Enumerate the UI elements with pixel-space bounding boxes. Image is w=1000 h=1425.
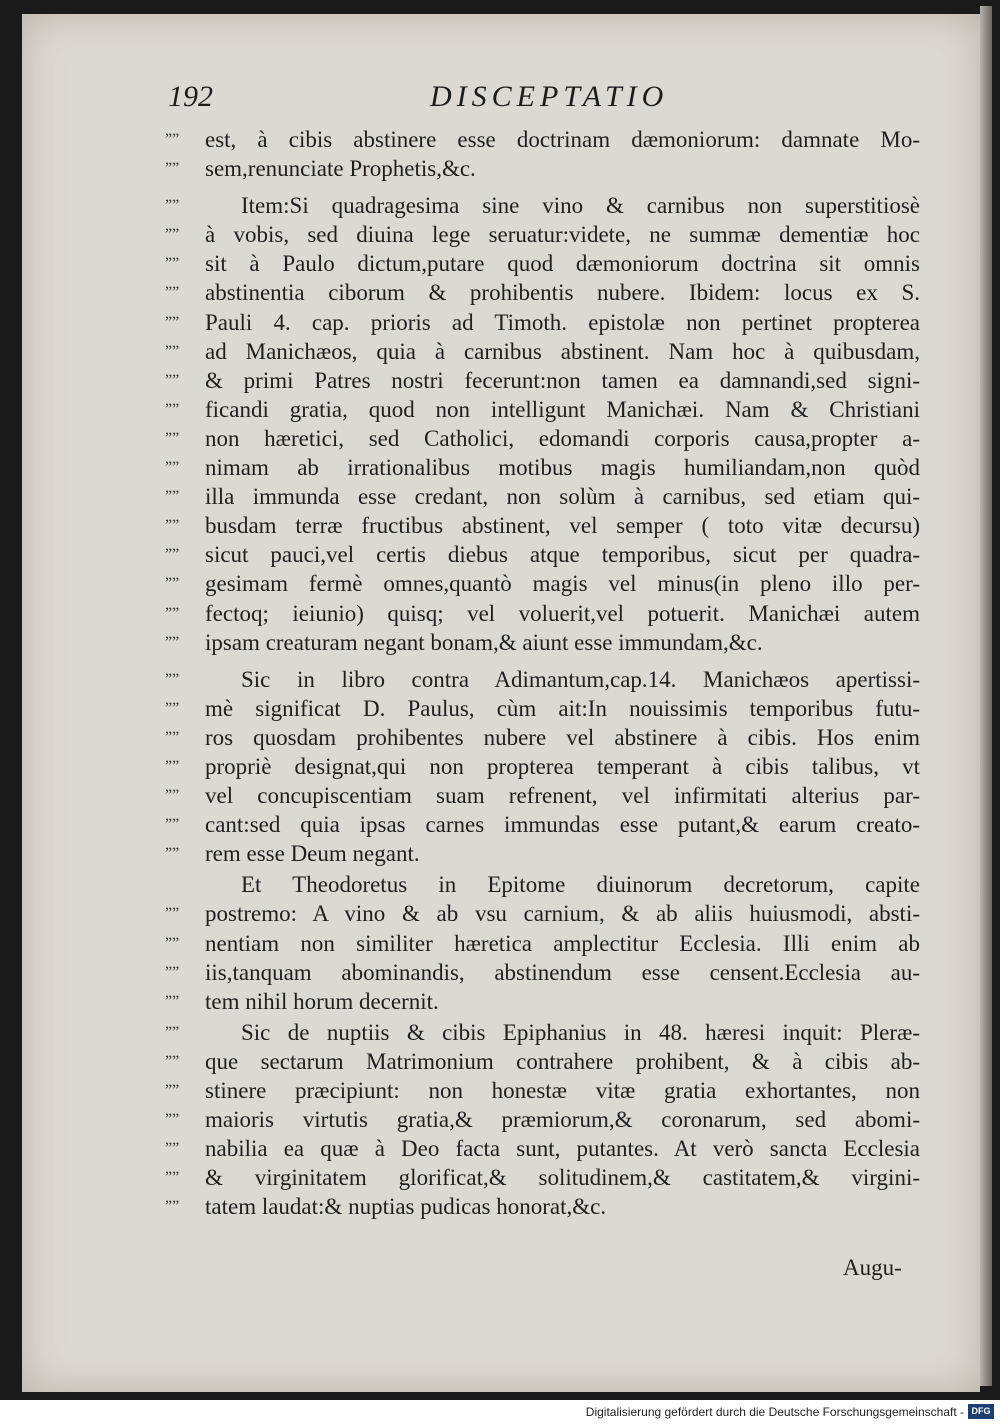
text-line [165, 628, 925, 657]
catchword: Augu- [843, 1255, 902, 1280]
line-text: fectoq; ieiunio) quisq; vel voluerit,vel potuerit. Manichæi autem [205, 600, 920, 626]
quotation-mark: ”” [165, 728, 180, 746]
line-text: ipsam creaturam negant bonam,& aiunt esse immundam,&c. [205, 629, 763, 655]
text-line [165, 599, 925, 628]
text-line [165, 337, 925, 366]
text-line [165, 810, 925, 839]
text-line [165, 870, 925, 899]
quotation-mark: ”” [165, 400, 180, 418]
dfg-logo-icon: DFG [968, 1404, 994, 1419]
quotation-mark: ”” [165, 1111, 180, 1129]
text-line [165, 511, 925, 540]
line-text: tem nihil horum decernit. [205, 988, 439, 1014]
line-text: nabilia ea quæ à Deo facta sunt, putantes. At verò sancta Ecclesia [205, 1136, 920, 1162]
text-line [165, 482, 925, 511]
line-text: sicut pauci,vel certis diebus atque temporibus, sicut per quadra- [205, 542, 920, 568]
quotation-mark: ”” [165, 342, 180, 360]
line-text: & primi Patres nostri fecerunt:non tamen ea damnandi,sed signi- [205, 367, 920, 393]
line-text: cant:sed quia ipsas carnes immundas esse putant,& earum creato- [205, 812, 920, 838]
line-text: & virginitatem glorificat,& solitudinem,& castitatem,& virgini- [205, 1165, 920, 1191]
text-line [165, 1192, 925, 1221]
quotation-mark: ”” [165, 255, 180, 273]
quotation-mark: ”” [165, 816, 180, 834]
line-text: maioris virtutis gratia,& præmiorum,& coronarum, sed abomi- [205, 1107, 920, 1133]
line-text: abstinentia ciborum & prohibentis nubere. Ibidem: locus ex S. [205, 280, 920, 306]
line-text: postremo: A vino & ab vsu carnium, & ab aliis huiusmodi, absti- [205, 901, 920, 927]
line-text: sem,renunciate Prophetis,&c. [205, 156, 476, 182]
quotation-mark: ”” [165, 546, 180, 564]
text-line [165, 694, 925, 723]
quotation-mark: ”” [165, 1140, 180, 1158]
page-edge [980, 6, 992, 1386]
text-line [165, 395, 925, 424]
line-text: stinere præcipiunt: non honestæ vitæ gratia exhortantes, non [205, 1078, 920, 1103]
text-line [165, 220, 925, 249]
line-text: Sic de nuptiis & cibis Epiphanius in 48. hæresi inquit: Pleræ- [241, 1019, 920, 1045]
body-text [165, 125, 925, 1221]
quotation-mark: ”” [165, 845, 180, 863]
text-line [165, 752, 925, 781]
text-line [165, 987, 925, 1016]
quotation-mark: ”” [165, 575, 180, 593]
quotation-mark: ”” [165, 757, 180, 775]
line-text: Pauli 4. cap. prioris ad Timoth. epistolæ non pertinet propterea [205, 309, 920, 335]
text-line [165, 366, 925, 395]
line-text: tatem laudat:& nuptias pudicas honorat,&c. [205, 1194, 607, 1220]
quotation-mark: ”” [165, 313, 180, 331]
quotation-mark: ”” [165, 1052, 180, 1070]
text-line [165, 1018, 925, 1047]
line-text: à vobis, sed diuina lege seruatur:videte, ne summæ dementiæ hoc [205, 222, 920, 248]
text-line [165, 1105, 925, 1134]
line-text: propriè designat,qui non propterea temperant à cibis talibus, vt [205, 753, 920, 779]
text-line [165, 899, 925, 928]
quotation-mark: ”” [165, 459, 180, 477]
line-text: nentiam non similiter hæretica amplectitur Ecclesia. Illi enim ab [205, 930, 920, 956]
quotation-mark: ”” [165, 517, 180, 535]
quotation-mark: ”” [165, 992, 180, 1010]
running-head: DISCEPTATIO [430, 80, 669, 113]
text-line [165, 1163, 925, 1192]
quotation-mark: ”” [165, 1023, 180, 1041]
line-text: sit à Paulo dictum,putare quod dæmoniorum doctrina sit omnis [205, 251, 920, 277]
line-text: que sectarum Matrimonium contrahere prohibent, & à cibis ab- [205, 1048, 920, 1074]
quotation-mark: ”” [165, 131, 180, 148]
line-text: mè significat D. Paulus, cùm ait:In nouissimis temporibus futu- [205, 695, 920, 721]
line-text: vel concupiscentiam suam refrenent, vel infirmitati alterius par- [205, 783, 920, 809]
text-line [165, 1134, 925, 1163]
line-text: nimam ab irrationalibus motibus magis humiliandam,non quòd [205, 455, 920, 481]
line-text: illa immunda esse credant, non solùm à carnibus, sed etiam qui- [205, 484, 920, 510]
quotation-mark: ”” [165, 699, 180, 717]
text-line [165, 453, 925, 482]
page-number: 192 [168, 80, 213, 113]
line-text: rem esse Deum negant. [205, 841, 420, 867]
line-text: ad Manichæos, quia à carnibus abstinent. Nam hoc à quibusdam, [205, 338, 920, 364]
text-line [165, 1047, 925, 1076]
quotation-mark: ”” [165, 1169, 180, 1187]
text-line [165, 191, 925, 220]
text-line [165, 1076, 925, 1105]
text-line [165, 249, 925, 278]
quotation-mark: ”” [165, 787, 180, 805]
text-line [165, 540, 925, 569]
quotation-mark: ”” [165, 934, 180, 952]
line-text: gesimam fermè omnes,quantò magis vel minus(in pleno illo per- [205, 571, 920, 597]
text-line [165, 569, 925, 598]
line-text: ficandi gratia, quod non intelligunt Manichæi. Nam & Christiani [205, 396, 920, 422]
text-line [165, 665, 925, 694]
line-text: ros quosdam prohibentes nubere vel abstinere à cibis. Hos enim [205, 724, 920, 750]
quotation-mark: ”” [165, 284, 180, 302]
text-line [165, 125, 925, 154]
line-text: non hæretici, sed Catholici, edomandi corporis causa,propter a- [205, 425, 920, 451]
quotation-mark: ”” [165, 604, 180, 622]
quotation-mark: ”” [165, 1082, 180, 1099]
quotation-mark: ”” [165, 488, 180, 506]
text-line [165, 958, 925, 987]
quotation-mark: ”” [165, 1198, 180, 1216]
footer-credit: Digitalisierung gefördert durch die Deutsche Forschungsgemeinschaft - [585, 1405, 964, 1419]
text-line [165, 278, 925, 307]
text-line [165, 424, 925, 453]
quotation-mark: ”” [165, 429, 180, 447]
line-text: est, à cibis abstinere esse doctrinam dæmoniorum: damnate Mo- [205, 127, 920, 152]
line-text: iis,tanquam abominandis, abstinendum esse censent.Ecclesia au- [205, 959, 920, 985]
digitization-footer [0, 1400, 1000, 1425]
quotation-mark: ”” [165, 905, 180, 923]
quotation-mark: ”” [165, 633, 180, 651]
quotation-mark: ”” [165, 670, 180, 688]
text-line [165, 154, 925, 183]
quotation-mark: ”” [165, 160, 180, 178]
line-text: busdam terræ fructibus abstinent, vel semper ( toto vitæ decursu) [205, 513, 920, 539]
line-text: Et Theodoretus in Epitome diuinorum decretorum, capite [241, 872, 920, 898]
text-line [165, 929, 925, 958]
text-line [165, 308, 925, 337]
quotation-mark: ”” [165, 963, 180, 981]
quotation-mark: ”” [165, 226, 180, 244]
quotation-mark: ”” [165, 197, 180, 215]
text-line [165, 839, 925, 868]
line-text: Sic in libro contra Adimantum,cap.14. Manichæos apertissi- [241, 666, 920, 692]
quotation-mark: ”” [165, 371, 180, 389]
text-line [165, 723, 925, 752]
text-line [165, 781, 925, 810]
page-header [168, 80, 708, 120]
line-text: Item:Si quadragesima sine vino & carnibus non superstitiosè [241, 193, 920, 219]
